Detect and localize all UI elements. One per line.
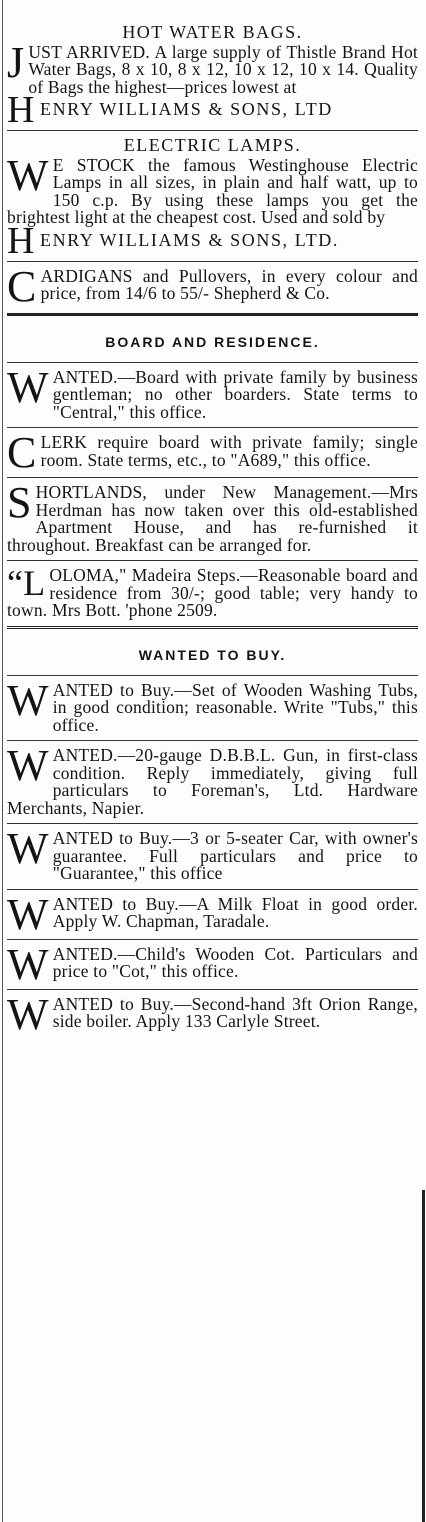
divider <box>7 427 418 428</box>
divider <box>7 740 418 741</box>
ad-heading: HOT WATER BAGS. <box>122 22 303 42</box>
classified-ad: “LOLOMA," Madeira Steps.—Reasonable board and residence from 30/-; good table; very handy to town. Mrs Bott. 'phone 2509. <box>7 563 418 620</box>
edge-rule <box>422 1190 425 1522</box>
divider <box>7 560 418 561</box>
section-heading-wanted-to-buy: WANTED TO BUY. <box>138 646 287 663</box>
drop-cap: W <box>7 989 49 1039</box>
section-heading-board: BOARD AND RESIDENCE. <box>105 333 320 350</box>
drop-cap: H <box>7 89 37 131</box>
divider <box>7 261 418 262</box>
divider <box>7 675 418 676</box>
advertiser-signature: HENRY WILLIAMS & SONS, LTD <box>7 89 333 131</box>
drop-cap: W <box>7 889 49 939</box>
drop-cap: “L <box>7 563 46 603</box>
classified-ad: WANTED to Buy.—Set of Wooden Washing Tubs, in good condition; reasonable. Write "Tubs," this office. <box>7 675 418 735</box>
ad-body: JUST ARRIVED. A large supply of Thistle Brand Hot Water Bags, 8 x 10, 8 x 12, 10 x 12, 10 x 14. Quality of Bags the highest—prices lowest at <box>7 37 418 97</box>
drop-cap: C <box>7 428 37 477</box>
drop-cap: S <box>7 478 32 527</box>
divider <box>7 823 418 824</box>
board-ads <box>7 362 418 620</box>
drop-cap: H <box>7 219 37 262</box>
drop-cap: W <box>7 741 49 790</box>
wanted-to-buy-ads <box>7 675 418 1039</box>
ad-cardigans <box>7 261 418 311</box>
section-divider <box>7 313 418 316</box>
ad-hot-water-bags <box>7 22 418 131</box>
classified-ad: SHORTLANDS, under New Management.—Mrs Herdman has now taken over this old-established Apartment House, and has re-furnished it throughout. Breakfast can be arranged for. <box>7 478 418 555</box>
drop-cap: W <box>7 824 49 873</box>
divider <box>7 989 418 990</box>
divider <box>7 130 418 131</box>
ad-body: CARDIGANS and Pullovers, in every colour and price, from 14/6 to 55/- Shepherd & Co. <box>7 261 418 311</box>
divider <box>7 889 418 890</box>
drop-cap: W <box>7 939 49 989</box>
drop-cap: C <box>7 261 37 311</box>
divider <box>7 362 418 363</box>
drop-cap: W <box>7 362 49 412</box>
drop-cap: J <box>7 37 25 87</box>
column-rule <box>2 0 3 1522</box>
classified-ad: WANTED to Buy.—Second-hand 3ft Orion Range, side boiler. Apply 133 Carlyle Street. <box>7 989 418 1039</box>
section-divider <box>7 626 418 629</box>
ad-body: W E STOCK the famous Westinghouse Electric Lamps in all sizes, in plain and half watt, up to 150 c.p. By using these lamps you get the brightest light at the cheapest cost. Used and sold by <box>7 150 418 227</box>
ad-electric-lamps <box>7 135 418 262</box>
classified-ad: WANTED to Buy.—A Milk Float in good order. Apply W. Chapman, Taradale. <box>7 889 418 939</box>
drop-cap: W <box>7 150 49 200</box>
drop-cap: W <box>7 675 49 725</box>
advertiser-signature: HENRY WILLIAMS & SONS, LTD. <box>7 219 339 262</box>
divider <box>7 939 418 940</box>
classified-ad: WANTED to Buy.—3 or 5-seater Car, with owner's guarantee. Full particulars and price to "Guarantee," this office <box>7 824 418 883</box>
classified-ad: CLERK require board with private family; single room. State terms, etc., to "A689," this office. <box>7 428 418 477</box>
classified-ad: WANTED.—Board with private family by business gentleman; no other boarders. State terms to "Central," this office. <box>7 362 418 422</box>
classified-ad: WANTED.—Child's Wooden Cot. Particulars and price to "Cot," this office. <box>7 939 418 989</box>
classified-ad: WANTED.—20-gauge D.B.B.L. Gun, in first-class condition. Reply immediately, giving full particulars to Foreman's, Ltd. Hardware Merchants, Napier. <box>7 741 418 818</box>
ad-heading: ELECTRIC LAMPS. <box>123 135 302 155</box>
divider <box>7 477 418 478</box>
